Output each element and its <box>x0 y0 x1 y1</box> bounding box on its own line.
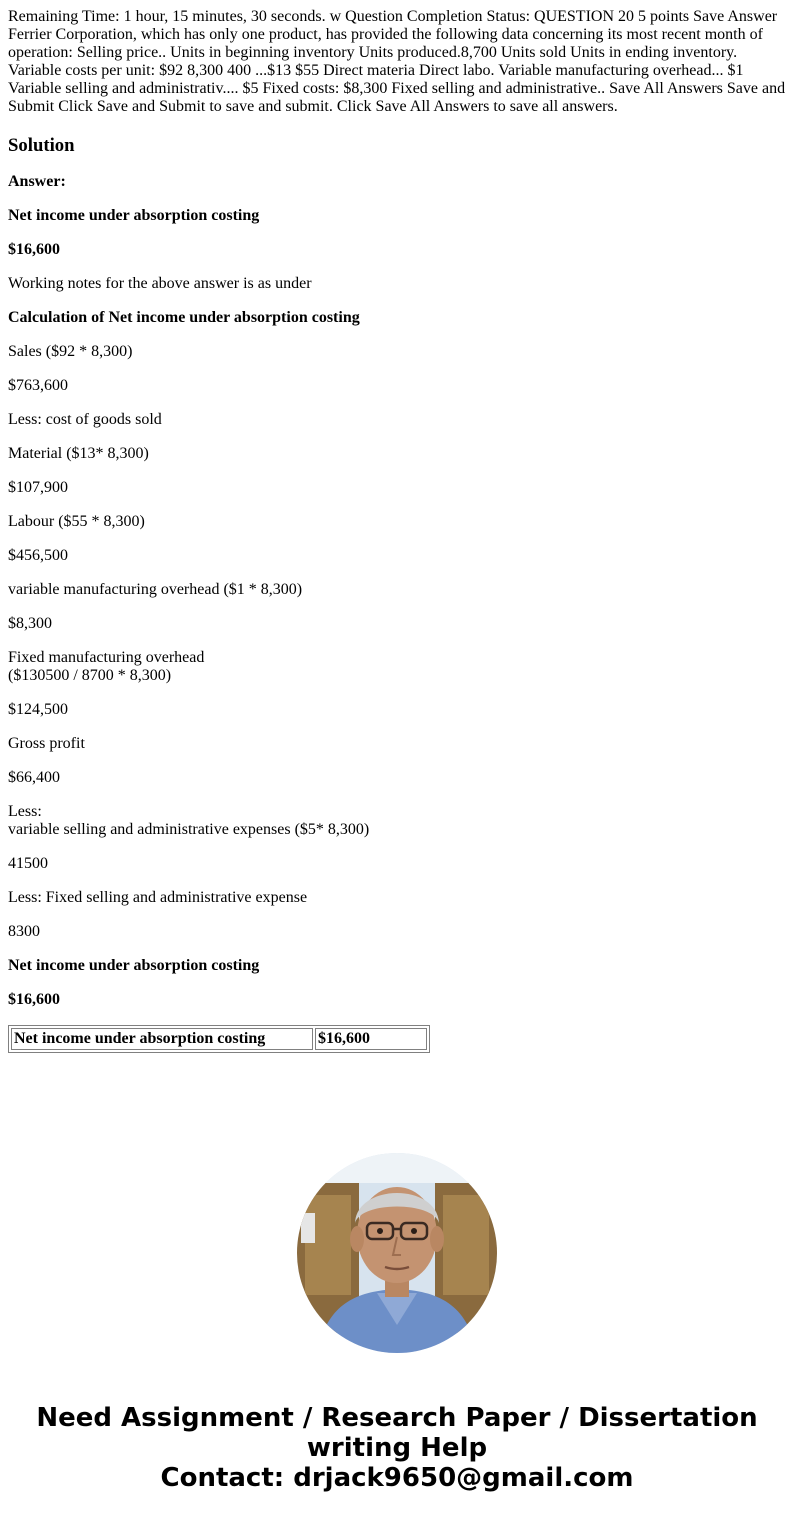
summary-label-cell: Net income under absorption costing <box>11 1028 313 1050</box>
labour-value: $456,500 <box>8 547 68 564</box>
author-avatar <box>297 1153 497 1353</box>
gross-profit-label: Gross profit <box>8 735 85 752</box>
sales-label: Sales ($92 * 8,300) <box>8 343 133 360</box>
summary-table <box>8 1025 430 1053</box>
net-income-value: $16,600 <box>8 991 60 1008</box>
cogs-label: Less: cost of goods sold <box>8 411 162 428</box>
promo-banner <box>0 1403 794 1493</box>
variable-selling-value: 41500 <box>8 855 48 872</box>
fixed-overhead-label-line1: Fixed manufacturing overhead <box>8 649 205 666</box>
gross-profit-value: $66,400 <box>8 769 60 786</box>
promo-line-2: writing Help <box>306 1433 488 1463</box>
variable-selling-label-line2: variable selling and administrative expenses ($5* 8,300) <box>8 821 370 838</box>
fixed-selling-label: Less: Fixed selling and administrative expense <box>8 889 308 906</box>
question-text: Remaining Time: 1 hour, 15 minutes, 30 seconds. w Question Completion Status: QUESTION 20 5 points Save Answer Ferrier Corporation, which has only one product, has provided the following data concerning its most recent month of operation: Selling price.. Units in beginning inventory Units produced.8,700 Units sold Units in ending inventory. Variable costs per unit: $92 8,300 400 ...$13 $55 Direct materia Direct labo. Variable manufacturing overhead... $1 Variable selling and administrativ.... $5 Fixed costs: $8,300 Fixed selling and administrative.. Save All Answers Save and Submit Click Save and Submit to save and submit. Click Save All Answers to save all answers. <box>8 8 786 115</box>
table-row <box>11 1028 427 1050</box>
promo-contact: Contact: drjack9650@gmail.com <box>160 1463 634 1493</box>
labour-label: Labour ($55 * 8,300) <box>8 513 145 530</box>
variable-overhead-value: $8,300 <box>8 615 52 632</box>
net-income-label: Net income under absorption costing <box>8 957 260 974</box>
material-value: $107,900 <box>8 479 68 496</box>
working-notes-intro: Working notes for the above answer is as under <box>8 275 312 292</box>
variable-selling-label <box>8 803 786 839</box>
answer-label: Answer: <box>8 173 66 190</box>
solution-heading: Solution <box>8 135 75 156</box>
sales-value: $763,600 <box>8 377 68 394</box>
answer-title: Net income under absorption costing <box>8 207 260 224</box>
variable-selling-label-line1: Less: <box>8 803 42 820</box>
answer-value: $16,600 <box>8 241 60 258</box>
summary-value-cell: $16,600 <box>315 1028 427 1050</box>
fixed-overhead-value: $124,500 <box>8 701 68 718</box>
calculation-heading: Calculation of Net income under absorption costing <box>8 309 360 326</box>
promo-line-1: Need Assignment / Research Paper / Dissertation <box>36 1403 758 1433</box>
fixed-selling-value: 8300 <box>8 923 40 940</box>
fixed-overhead-label <box>8 649 786 685</box>
variable-overhead-label: variable manufacturing overhead ($1 * 8,300) <box>8 581 303 598</box>
fixed-overhead-label-line2: ($130500 / 8700 * 8,300) <box>8 667 172 684</box>
material-label: Material ($13* 8,300) <box>8 445 149 462</box>
author-photo <box>297 1153 497 1353</box>
